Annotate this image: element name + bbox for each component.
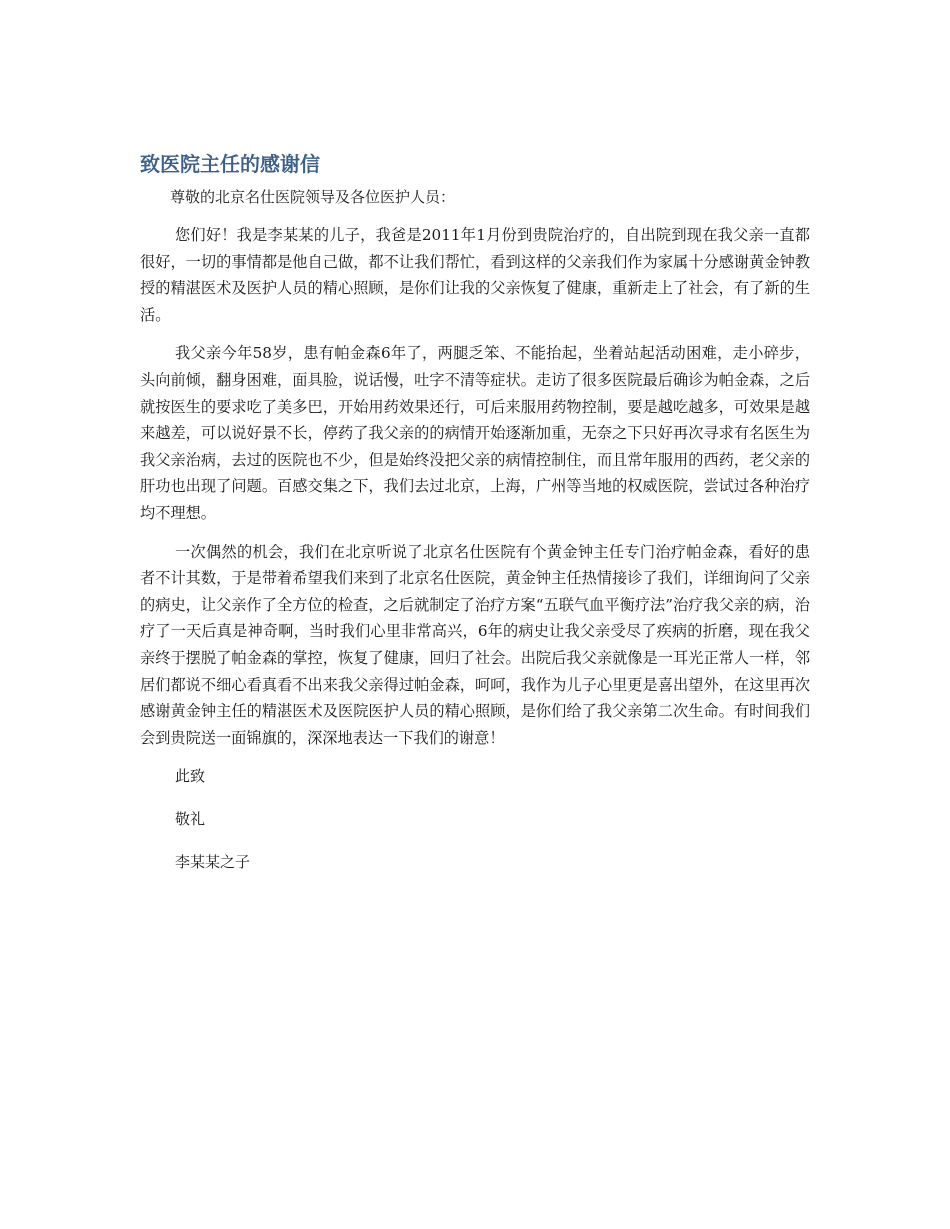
paragraph-greeting: 您们好！我是李某某的儿子，我爸是2011年1月份到贵院治疗的，自出院到现在我父亲一直都很好，一切的事情都是他自己做，都不让我们帮忙，看到这样的父亲我们作为家属十分感谢黄金钟教授的精湛医术及医护人员的精心照顾，是你们让我的父亲恢复了健康，重新走上了社会，有了新的生活。 (140, 226, 810, 324)
paragraph-condition: 我父亲今年58岁，患有帕金森6年了，两腿乏笨、不能抬起，坐着站起活动困难，走小碎步，头向前倾，翻身困难，面具脸，说话慢，吐字不清等症状。走访了很多医院最后确诊为帕金森，之后就按医生的要求吃了美多巴，开始用药效果还行，可后来服用药物控制，要是越吃越多，可效果是越来越差，可以说好景不长，停药了我父亲的的病情开始逐渐加重，无奈之下只好再次寻求有名医生为我父亲治病，去过的医院也不少，但是始终没把父亲的病情控制住，而且常年服用的西药，老父亲的肝功也出现了问题。百感交集之下，我们去过北京，上海，广州等当地的权威医院，尝试过各种治疗均不理想。 (140, 344, 810, 522)
letter-page (140, 150, 810, 892)
signature: 李某某之子 (175, 853, 251, 872)
paragraph-treatment: 一次偶然的机会，我们在北京听说了北京名仕医院有个黄金钟主任专门治疗帕金森，看好的患者不计其数，于是带着希望我们来到了北京名仕医院，黄金钟主任热情接诊了我们，详细询问了父亲的病史，让父亲作了全方位的检查，之后就制定了治疗方案“五联气血平衡疗法”治疗我父亲的病，治疗了一天后真是神奇啊，当时我们心里非常高兴，6年的病史让我父亲受尽了疾病的折磨，现在我父亲终于摆脱了帕金森的掌控，恢复了健康，回归了社会。出院后我父亲就像是一耳光正常人一样，邻居们都说不细心看真看不出来我父亲得过帕金森，呵呵，我作为儿子心里更是喜出望外，在这里再次感谢黄金钟主任的精湛医术及医院医护人员的精心照顾，是你们给了我父亲第二次生命。有时间我们会到贵院送一面锦旗的，深深地表达一下我们的谢意！ (140, 542, 810, 747)
salutation: 尊敬的北京名仕医院领导及各位医护人员： (170, 188, 456, 206)
letter-title: 致医院主任的感谢信 (140, 152, 320, 176)
closing-line-2: 敬礼 (175, 810, 206, 829)
closing-line-1: 此致 (175, 767, 206, 786)
